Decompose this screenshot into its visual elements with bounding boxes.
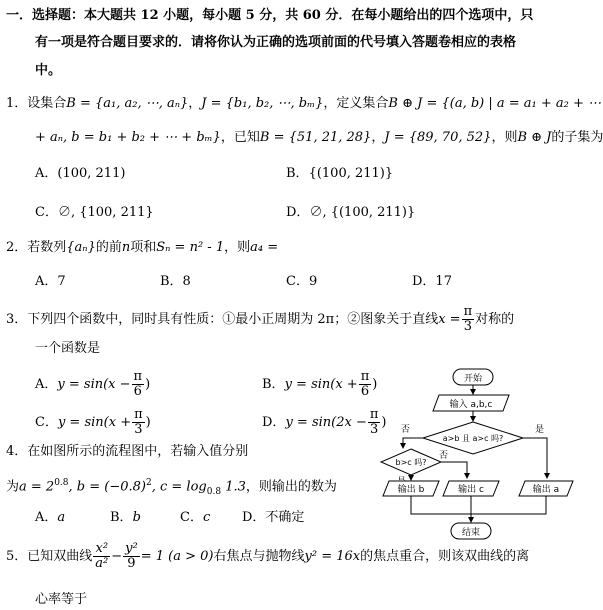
q3-d-frac-num: π [369, 407, 379, 422]
q4-stem-line-2 [6, 473, 337, 502]
q4-option-b[interactable] [110, 508, 141, 528]
q4-c-arg: 1.3 [221, 479, 246, 495]
q2-stem-a: 2．若数列 [6, 240, 67, 255]
flow-arrow-3 [403, 438, 423, 448]
q5-parabola: y² = 16x [304, 549, 361, 564]
flow-output-c-text: 输出 c [458, 485, 484, 495]
q1-set-b: B = {a₁, a₂, ⋯, aₙ} [66, 96, 189, 111]
q3-option-d-func: y = sin(2x − [285, 415, 367, 430]
q1-option-c[interactable] [35, 203, 154, 223]
flow-merge-a [471, 496, 546, 514]
q3-a-frac-den: 6 [133, 384, 142, 399]
flow-arrow-4 [523, 438, 547, 478]
q3-option-c[interactable] [35, 408, 151, 437]
q1-sep: ， [188, 96, 202, 111]
q4-b-exp: 2 [146, 478, 152, 488]
q1-option-a[interactable] [35, 164, 125, 184]
q3-c-frac [132, 408, 145, 437]
q3-b-frac-num: π [360, 369, 370, 384]
q5-nine: 9 [127, 556, 136, 571]
q1-b-val: B = {51, 21, 28} [259, 130, 372, 145]
q1-option-c-label: C． [35, 205, 58, 220]
q4-c-expr: , c = log [151, 479, 207, 495]
q2-stem-e: 项和 [130, 240, 157, 255]
flow-merge-b [411, 496, 471, 514]
q3-b-frac-den: 6 [360, 384, 370, 399]
q3-option-b-func: y = sin(x + [284, 377, 358, 392]
q1-sep-2: ， [371, 130, 385, 145]
q3-option-d-label: D． [262, 415, 286, 430]
q4-a-exp: 0.8 [54, 478, 69, 488]
q1-option-d-label: D． [286, 205, 310, 220]
q1-subset: 的子集为 [551, 130, 603, 145]
q3-frac-num: π [463, 304, 473, 319]
q4-c-base: 0.8 [206, 486, 222, 497]
q3-option-d[interactable] [262, 408, 386, 437]
q1-j-val: J = {89, 70, 52} [384, 130, 492, 145]
q4-a-expr: a = 2 [19, 479, 55, 495]
q2-sum: Sₙ = n² - 1 [156, 240, 225, 255]
q2-n: n [121, 240, 131, 255]
q3-option-b-label: B． [262, 377, 285, 392]
q2-stem-c: 的前 [95, 240, 122, 255]
q1-option-a-value: (100, 211) [57, 166, 126, 181]
q4-option-a-label: A． [35, 510, 58, 525]
section-line-2: 有一项是符合题目要求的．请将你认为正确的选项前面的代号填入答题卷相应的表格 [35, 35, 517, 50]
q1-option-d-value: ∅, {(100, 211)} [309, 205, 416, 220]
q5-y2: y² [125, 541, 138, 556]
flow-output-b-text: 输出 b [397, 485, 425, 495]
q4-option-a-value: a [57, 510, 66, 525]
q3-option-c-func: y = sin(x + [57, 415, 132, 430]
q1-option-b-value: {(100, 211)} [308, 166, 394, 181]
q5-x2: x² [95, 541, 109, 556]
q1-define: ，定义集合 [323, 96, 389, 111]
q3-fraction [462, 305, 475, 334]
q2-option-c[interactable]: C．9 [286, 274, 318, 289]
q1-line-1 [6, 94, 601, 114]
q2-seq: {aₙ} [66, 240, 96, 255]
q4-stem-line-1: 4．在如图所示的流程图中，若输入值分别 [6, 444, 249, 459]
q3-option-c-label: C． [35, 415, 58, 430]
q1-def-expr-2: + aₙ, b = b₁ + b₂ + ⋯ + bₘ} [35, 130, 221, 145]
q5-eq: = 1 (a > 0) [140, 549, 214, 564]
flow-yes-label-1: 是 [535, 425, 545, 435]
q3-option-b[interactable] [262, 370, 377, 399]
q3-b-close: ) [372, 377, 378, 392]
flow-decision-2-text: b>c 吗? [395, 458, 427, 467]
q1-known: ，已知 [220, 130, 260, 145]
q5-stem-line-2: 心率等于 [35, 592, 88, 607]
flow-end-text: 结束 [461, 528, 481, 538]
flowchart [375, 366, 575, 542]
q1-option-d[interactable] [286, 203, 415, 223]
q1-option-a-label: A． [35, 166, 58, 181]
q4-option-b-label: B． [110, 510, 133, 525]
q5-minus: − [111, 549, 123, 564]
q1-set-j: J = {b₁, b₂, ⋯, bₘ} [201, 96, 324, 111]
q3-d-close: ) [381, 415, 387, 430]
q1-option-b[interactable] [286, 164, 393, 184]
flow-input-text: 输入 a,b,c [449, 400, 493, 410]
q3-c-frac-num: π [134, 407, 143, 422]
q5-stem-c: 的焦点重合，则该双曲线的离 [360, 549, 530, 564]
q4-wei: 为 [6, 479, 20, 495]
q3-stem-b: 对称的 [475, 312, 515, 327]
q2-option-b[interactable]: B．8 [160, 274, 191, 289]
flow-output-a-text: 输出 a [532, 485, 560, 495]
q5-frac-y [123, 542, 140, 571]
q1-option-c-value: ∅, {100, 211} [57, 205, 154, 220]
q1-option-b-label: B． [286, 166, 309, 181]
q2-stem-g: ，则 [224, 240, 251, 255]
q4-option-a[interactable] [35, 508, 65, 528]
q4-option-c-value: c [202, 510, 211, 525]
flow-no-label-1: 否 [401, 425, 411, 435]
q5-stem-a: 5．已知双曲线 [6, 549, 93, 564]
q3-c-close: ) [145, 415, 151, 430]
q3-a-frac [132, 370, 145, 399]
q1-bj: B ⊕ J [517, 130, 552, 145]
q2-a4: a₄ = [250, 240, 279, 255]
q3-a-close: ) [145, 377, 151, 392]
q3-frac-den: 3 [463, 319, 472, 334]
q2-option-d[interactable]: D．17 [412, 274, 452, 289]
flow-arrow-5 [441, 462, 467, 478]
q5-a2: a² [95, 556, 109, 571]
q1-then: ，则 [491, 130, 518, 145]
q3-stem [6, 305, 514, 334]
q3-c-frac-den: 3 [134, 422, 143, 437]
q4-option-d[interactable]: D．不确定 [242, 510, 305, 525]
q3-option-a-func: y = sin(x − [57, 377, 131, 392]
q1-stem-a: 1．设集合 [6, 96, 67, 111]
flow-no-label-2: 否 [439, 451, 449, 461]
q4-option-c-label: C． [180, 510, 203, 525]
q4-b-expr: , b = (−0.8) [68, 479, 146, 495]
q1-line-2 [35, 128, 603, 148]
q3-option-a[interactable] [35, 370, 150, 399]
flow-decision-1-text: a>b 且 a>c 吗? [442, 434, 504, 443]
section-line-1: 一．选择题：本大题共 12 小题，每小题 5 分，共 60 分．在每小题给出的四个选项中，只 [6, 8, 534, 23]
q3-b-frac [359, 370, 372, 399]
q2-stem [6, 238, 278, 258]
q3-x-eq: x = [438, 312, 461, 327]
q3-option-a-label: A． [35, 377, 58, 392]
q5-frac-x [93, 542, 110, 571]
q5-stem [6, 542, 529, 572]
q3-d-frac-den: 3 [369, 422, 379, 437]
q3-stem-a: 3．下列四个函数中，同时具有性质：①最小正周期为 2π；②图象关于直线 [6, 312, 439, 327]
flow-start-text: 开始 [463, 374, 483, 384]
q3-a-frac-num: π [133, 369, 143, 384]
q4-stem-end: ，则输出的数为 [245, 479, 337, 495]
q2-option-a[interactable]: A．7 [35, 274, 66, 289]
q4-option-b-value: b [132, 510, 141, 525]
q4-option-c[interactable] [180, 508, 210, 528]
q1-def-expr: B ⊕ J = {(a, b) | a = a₁ + a₂ + ⋯ [388, 96, 602, 111]
q3-stem-line-2: 一个函数是 [35, 341, 101, 356]
q5-stem-b: 右焦点与抛物线 [213, 549, 305, 564]
section-line-3: 中。 [35, 63, 62, 78]
